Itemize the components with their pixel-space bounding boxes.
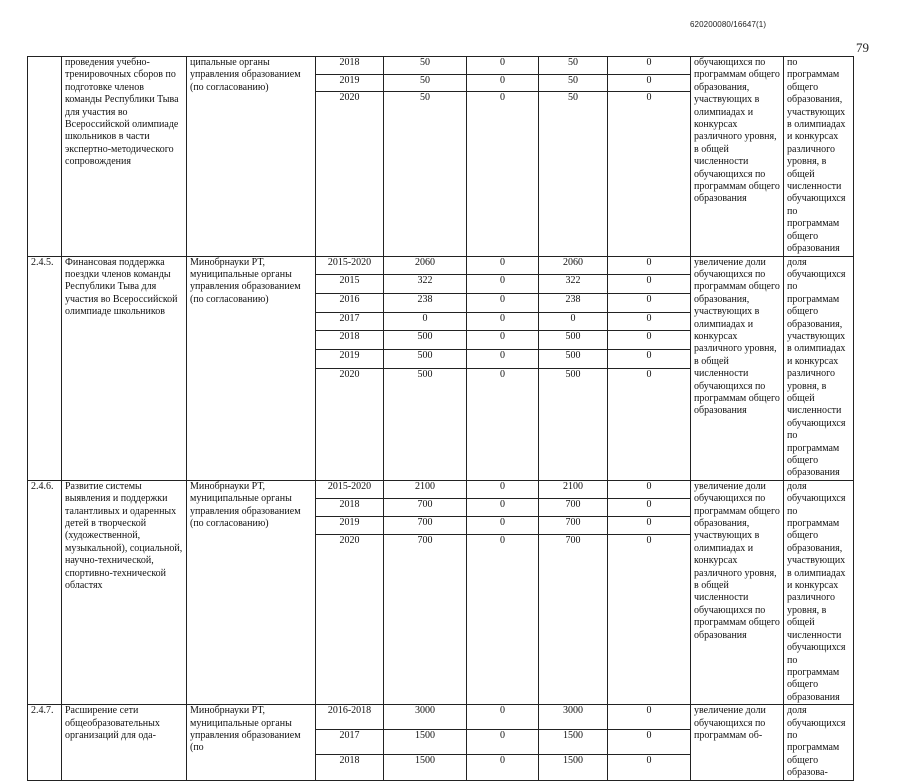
republic-budget-cell: 50 bbox=[539, 92, 608, 256]
expected-result: увеличение доли обучающихся по программам общего образования, участвующих в олимпиадах и конкурсах различного уровня, в общей численности обучающихся по программам общего образования bbox=[691, 480, 784, 704]
federal-budget-cell: 0 bbox=[467, 729, 539, 754]
target-indicator: доля обучающихся по программам общего образова- bbox=[784, 705, 854, 780]
table-row bbox=[28, 256, 854, 275]
municipal-budget-cell: 0 bbox=[608, 350, 691, 369]
activity-executor: Минобрнауки РТ, муниципальные органы управления образованием (по согласованию) bbox=[187, 256, 316, 480]
federal-budget-cell: 0 bbox=[467, 331, 539, 350]
total-cell: 500 bbox=[384, 350, 467, 369]
federal-budget-cell: 0 bbox=[467, 516, 539, 534]
activity-number: 2.4.5. bbox=[28, 256, 62, 480]
year-cell: 2018 bbox=[316, 57, 384, 75]
year-cell: 2015 bbox=[316, 275, 384, 294]
activity-executor: ципальные органы управления образованием (по согласованию) bbox=[187, 57, 316, 257]
total-cell: 500 bbox=[384, 368, 467, 480]
federal-budget-cell: 0 bbox=[467, 256, 539, 275]
republic-budget-cell: 500 bbox=[539, 368, 608, 480]
table-row bbox=[28, 480, 854, 498]
municipal-budget-cell: 0 bbox=[608, 92, 691, 256]
republic-budget-cell: 700 bbox=[539, 516, 608, 534]
total-cell: 0 bbox=[384, 312, 467, 331]
federal-budget-cell: 0 bbox=[467, 293, 539, 312]
republic-budget-cell: 2060 bbox=[539, 256, 608, 275]
total-cell: 50 bbox=[384, 74, 467, 92]
federal-budget-cell: 0 bbox=[467, 705, 539, 730]
federal-budget-cell: 0 bbox=[467, 92, 539, 256]
total-cell: 1500 bbox=[384, 754, 467, 780]
activity-name: Финансовая поддержка поездки членов команды Республики Тыва для участия во Всероссийской олимпиаде школьников bbox=[62, 256, 187, 480]
republic-budget-cell: 0 bbox=[539, 312, 608, 331]
target-indicator: доля обучающихся по программам общего образования, участвующих в олимпиадах и конкурсах различного уровня, в общей численности обучающихся по программам общего образования bbox=[784, 480, 854, 704]
total-cell: 322 bbox=[384, 275, 467, 294]
activity-name: Расширение сети общеобразовательных организаций для ода- bbox=[62, 705, 187, 780]
year-cell: 2019 bbox=[316, 74, 384, 92]
year-cell: 2015-2020 bbox=[316, 480, 384, 498]
republic-budget-cell: 2100 bbox=[539, 480, 608, 498]
year-cell: 2015-2020 bbox=[316, 256, 384, 275]
table-row bbox=[28, 57, 854, 75]
municipal-budget-cell: 0 bbox=[608, 754, 691, 780]
year-cell: 2016-2018 bbox=[316, 705, 384, 730]
year-cell: 2017 bbox=[316, 729, 384, 754]
total-cell: 2100 bbox=[384, 480, 467, 498]
republic-budget-cell: 50 bbox=[539, 74, 608, 92]
activity-number: 2.4.7. bbox=[28, 705, 62, 780]
municipal-budget-cell: 0 bbox=[608, 480, 691, 498]
municipal-budget-cell: 0 bbox=[608, 256, 691, 275]
federal-budget-cell: 0 bbox=[467, 480, 539, 498]
table-row bbox=[28, 705, 854, 730]
federal-budget-cell: 0 bbox=[467, 74, 539, 92]
republic-budget-cell: 500 bbox=[539, 331, 608, 350]
republic-budget-cell: 700 bbox=[539, 498, 608, 516]
expected-result: увеличение доли обучающихся по программам об- bbox=[691, 705, 784, 780]
year-cell: 2016 bbox=[316, 293, 384, 312]
total-cell: 238 bbox=[384, 293, 467, 312]
activity-number bbox=[28, 57, 62, 257]
activity-executor: Минобрнауки РТ, муниципальные органы управления образованием (по согласованию) bbox=[187, 480, 316, 704]
federal-budget-cell: 0 bbox=[467, 368, 539, 480]
federal-budget-cell: 0 bbox=[467, 350, 539, 369]
total-cell: 2060 bbox=[384, 256, 467, 275]
activity-name: проведения учебно-тренировочных сборов по подготовке членов команды Республики Тыва для участия во Всероссийской олимпиаде школьников в части экспертно-методического сопровождения bbox=[62, 57, 187, 257]
municipal-budget-cell: 0 bbox=[608, 331, 691, 350]
federal-budget-cell: 0 bbox=[467, 57, 539, 75]
federal-budget-cell: 0 bbox=[467, 275, 539, 294]
year-cell: 2018 bbox=[316, 754, 384, 780]
target-indicator: доля обучающихся по программам общего образования, участвующих в олимпиадах и конкурсах различного уровня, в общей численности обучающихся по программам общего образования bbox=[784, 256, 854, 480]
year-cell: 2017 bbox=[316, 312, 384, 331]
expected-result: обучающихся по программам общего образования, участвующих в олимпиадах и конкурсах различного уровня, в общей численности обучающихся по программам общего образования bbox=[691, 57, 784, 257]
activity-executor: Минобрнауки РТ, муниципальные органы управления образованием (по bbox=[187, 705, 316, 780]
total-cell: 50 bbox=[384, 57, 467, 75]
municipal-budget-cell: 0 bbox=[608, 74, 691, 92]
municipal-budget-cell: 0 bbox=[608, 275, 691, 294]
year-cell: 2019 bbox=[316, 350, 384, 369]
municipal-budget-cell: 0 bbox=[608, 293, 691, 312]
activity-name: Развитие системы выявления и поддержки талантливых и одаренных детей в творческой (художественной, музыкальной), социальной, научно-технической, спортивно-технической областях bbox=[62, 480, 187, 704]
total-cell: 500 bbox=[384, 331, 467, 350]
total-cell: 1500 bbox=[384, 729, 467, 754]
municipal-budget-cell: 0 bbox=[608, 516, 691, 534]
municipal-budget-cell: 0 bbox=[608, 498, 691, 516]
republic-budget-cell: 238 bbox=[539, 293, 608, 312]
expected-result: увеличение доли обучающихся по программам общего образования, участвующих в олимпиадах и конкурсах различного уровня, в общей численности обучающихся по программам общего образования bbox=[691, 256, 784, 480]
total-cell: 50 bbox=[384, 92, 467, 256]
year-cell: 2020 bbox=[316, 92, 384, 256]
republic-budget-cell: 700 bbox=[539, 534, 608, 704]
municipal-budget-cell: 0 bbox=[608, 312, 691, 331]
page-number: 79 bbox=[856, 40, 869, 55]
federal-budget-cell: 0 bbox=[467, 312, 539, 331]
activity-number: 2.4.6. bbox=[28, 480, 62, 704]
republic-budget-cell: 500 bbox=[539, 350, 608, 369]
total-cell: 700 bbox=[384, 516, 467, 534]
federal-budget-cell: 0 bbox=[467, 534, 539, 704]
program-activities-table bbox=[27, 56, 854, 781]
year-cell: 2020 bbox=[316, 368, 384, 480]
federal-budget-cell: 0 bbox=[467, 754, 539, 780]
federal-budget-cell: 0 bbox=[467, 498, 539, 516]
republic-budget-cell: 3000 bbox=[539, 705, 608, 730]
republic-budget-cell: 322 bbox=[539, 275, 608, 294]
municipal-budget-cell: 0 bbox=[608, 534, 691, 704]
republic-budget-cell: 50 bbox=[539, 57, 608, 75]
year-cell: 2020 bbox=[316, 534, 384, 704]
municipal-budget-cell: 0 bbox=[608, 729, 691, 754]
year-cell: 2018 bbox=[316, 498, 384, 516]
municipal-budget-cell: 0 bbox=[608, 57, 691, 75]
total-cell: 3000 bbox=[384, 705, 467, 730]
municipal-budget-cell: 0 bbox=[608, 368, 691, 480]
total-cell: 700 bbox=[384, 498, 467, 516]
total-cell: 700 bbox=[384, 534, 467, 704]
target-indicator: по программам общего образования, участвующих в олимпиадах и конкурсах различного уровня, в общей численности обучающихся по программам общего образования bbox=[784, 57, 854, 257]
document-id: 620200080/16647(1) bbox=[690, 20, 767, 29]
year-cell: 2018 bbox=[316, 331, 384, 350]
year-cell: 2019 bbox=[316, 516, 384, 534]
municipal-budget-cell: 0 bbox=[608, 705, 691, 730]
republic-budget-cell: 1500 bbox=[539, 729, 608, 754]
republic-budget-cell: 1500 bbox=[539, 754, 608, 780]
